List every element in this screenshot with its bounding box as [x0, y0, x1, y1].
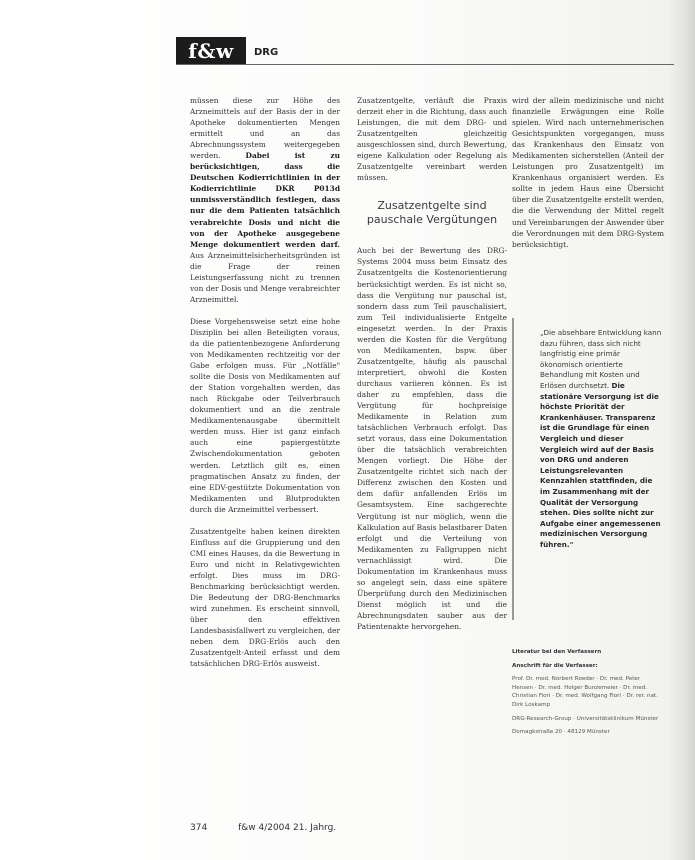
literature-note: Literatur bei den Verfassern — [512, 649, 602, 655]
journal-logo: f&w — [176, 37, 246, 65]
paragraph: Auch bei der Bewertung des DRG-Systems 2004 muss beim Einsatz des Zusatzentgelts die Kostenorientierung berücksichtigt werden. Es ist nicht so, dass die Vergütung nur pauschal ist, sondern dass zum Teil pauschalisiert, zum Teil individualisierte Entgelte eingesetzt werden. In der Praxis werden die Kosten für die Vergütung von Medikamenten, bspw. über Zusatzentgelte, häufig als pauschal interpretiert, obwohl die Kosten durchaus variieren können. Es ist daher zu empfehlen, dass die Vergütung für hochpreisige Medikamente in Relation zum tatsächlichen Verbrauch erfolgt. Das setzt voraus, dass eine Dokumentation über die tatsächlich verabreichten Mengen vorliegt. Die Höhe der Zusatzentgelte richtet sich nach der Differenz zwischen den Kosten und dem dafür anfallenden Erlös im Gesamtsystem. Eine sachgerechte Vergütung ist nur möglich, wenn die Kalkulation auf Basis belastbarer Daten erfolgt und die Verteilung von Medikamenten zu Fallgruppen nicht vernachlässigt wird. Die Dokumentation im Krankenhaus muss so angelegt sein, dass eine spätere Überprüfung durch den Medizinischen Dienst möglich ist und die Abrechnungsdaten sauber aus der Patientenakte hervorgehen. — [357, 246, 507, 631]
scan-shadow — [667, 0, 695, 860]
section-label: DRG — [254, 47, 279, 58]
paragraph-text: Aus Arzneimittelsicherheitsgründen ist die Frage der reinen Leistungserfassung nicht zu trennen von der Dosis und Menge verabreichter Arzneimittel. — [190, 250, 340, 304]
author-contact — [512, 648, 662, 742]
text-column-1 — [190, 95, 340, 680]
author-address: Domagkstraße 20 · 48129 Münster — [512, 729, 610, 736]
pull-quote-emphasis: Die stationäre Versorgung ist die höchste Priorität der Krankenhäuser. Transparenz ist die Grundlage für einen Vergleich und dieser Vergleich wird auf der Basis von DRG und anderen Leistungsrelevanten Kennzahlen stattfinden, die im Zusammenhang mit der Qualität der Versorgung stehen. Dies sollte nicht zur Aufgabe einer angemessenen medizinischen Versorgung führen." — [540, 380, 661, 549]
paragraph: wird der allein medizinische und nicht finanzielle Erwägungen eine Rolle spielen. Wird nach unternehmerischen Gesichtspunkten vorgegangen, muss das Krankenhaus den Einsatz von Medikamenten sicherstellen (Anteil der Leistungen pro Zusatzentgelt) im Krankenhaus organisiert werden. Es sollte in jedem Haus eine Übersicht über die Zusatzentgelte erstellt werden, die die Verwendung der Mittel regelt und Vereinbarungen der Anwender über die Verordnungen mit dem DRG-System berücksichtigt. — [512, 96, 664, 249]
author-names: Prof. Dr. med. Norbert Roeder · Dr. med. Peter Hensen · Dr. med. Holger Bunzemeier · Dr. med. Christian Fiori · Dr. med. Wolfgang Fiori · Dr. rer. nat. Dirk Loskamp — [512, 676, 658, 708]
text-column-2 — [357, 95, 507, 643]
bold-paragraph-text: Dabei ist zu berücksichtigen, dass die Deutschen Kodierrichtlinien in der Kodierrichtlinie DKR P013d unmissverständlich festlegen, dass nur die dem Patienten tatsächlich verabreichte Dosis und nicht die von der Apotheke ausgegebene Menge dokumentiert werden darf. — [190, 151, 340, 249]
author-organization: DRG-Research-Group · Universitätsklinikum Münster — [512, 715, 659, 722]
header-rule — [176, 64, 674, 65]
page-number: 374 — [190, 823, 208, 833]
pull-quote-rule — [512, 318, 514, 620]
subheading: Zusatzentgelte sind pauschale Vergütungen — [366, 199, 498, 227]
paragraph — [190, 95, 340, 305]
text-column-3 — [512, 95, 664, 261]
pull-quote-text: „Die absehbare Entwicklung kann dazu führen, dass sich nicht langfristig eine primär ökonomisch orientierte Behandlung mit Kosten und Erlösen durchsetzt. — [540, 328, 662, 390]
paragraph: Diese Vorgehensweise setzt eine hohe Disziplin bei allen Beteiligten voraus, da die patientenbezogene Anforderung von Medikamenten rechtzeitig vor der Gabe erfolgen muss. Für „Notfälle" sollte die Dosis von Medikamenten auf der Station vorgehalten werden, das nach Rückgabe oder Teilverbrauch dokumentiert und an die zentrale Medikamentenausgabe übermittelt werden muss. Hier ist ganz einfach auch eine papiergestützte Zwischendokumentation geboten werden. Letztlich gilt es, einen pragmatischen Ansatz zu finden, der eine EDV-gestützte Dokumentation von Medikamenten und Blutprodukten durch die Arzneimittel verbessert. — [190, 316, 340, 514]
journal-issue: f&w 4/2004 21. Jahrg. — [238, 823, 337, 833]
paragraph-text: müssen diese zur Höhe des Arzneimittels auf der Basis der in der Apotheke dokumentierten Mengen ermittelt und an das Abrechnungssystem weitergegeben werden. — [190, 96, 340, 161]
page-footer — [190, 823, 336, 833]
address-heading: Anschrift für die Verfasser: — [512, 662, 598, 669]
paragraph: Zusatzentgelte haben keinen direkten Einfluss auf die Gruppierung und den CMI eines Hauses, da die Bewertung in Euro und nicht in Relativgewichten erfolgt. Dies muss im DRG-Benchmarking berücksichtigt werden. Die Bedeutung der DRG-Benchmarks wird zunehmen. Es erscheint sinnvoll, über den effektiven Landesbasisfallwert zu vergleichen, der neben dem DRG-Erlös auch den Zusatzentgelt-Anteil erfasst und dem tatsächlichen DRG-Erlös ausweist. — [190, 526, 340, 669]
pull-quote — [540, 328, 662, 550]
paragraph: Zusatzentgelte, verläuft die Praxis derzeit eher in die Richtung, dass auch Leistungen, die mit dem DRG- und Zusatzentgelten gleichzeitig ausgeschlossen sind, durch Bewertung, eigene Kalkulation oder Regelung als Zusatzentgelte vereinbart werden müssen. — [357, 96, 507, 183]
